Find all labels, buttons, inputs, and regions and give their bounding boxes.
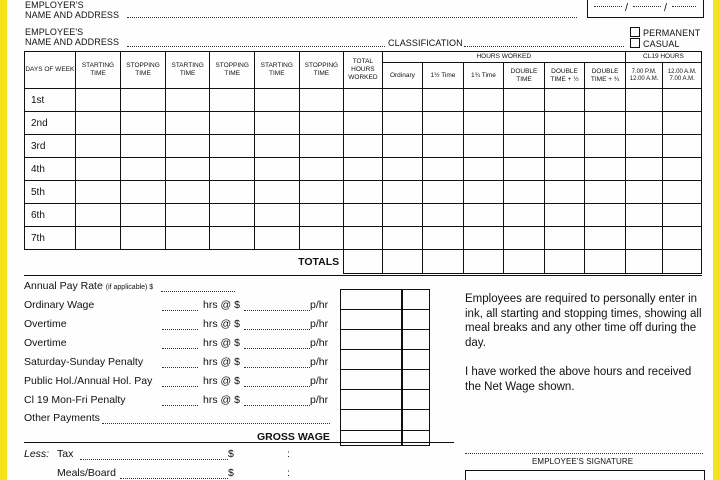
time-entry-cell[interactable]: [585, 89, 626, 112]
time-entry-cell[interactable]: [463, 112, 504, 135]
less-label: Less:: [24, 448, 50, 460]
day-row: [25, 112, 702, 135]
time-entry-cell[interactable]: [423, 227, 464, 250]
totals-cell[interactable]: [344, 250, 383, 274]
gross-wage-label: GROSS WAGE: [257, 431, 330, 443]
totals-cell[interactable]: [423, 250, 464, 274]
time-entry-cell[interactable]: [423, 89, 464, 112]
timesheet-table: [24, 51, 702, 274]
meals-colon: :: [287, 467, 290, 479]
header-time-and-half: [423, 63, 464, 89]
header-double-time-half: [544, 63, 585, 89]
time-entry-cell[interactable]: [299, 135, 344, 158]
pay-item-label: Ordinary Wage: [24, 299, 95, 311]
amount-row-line: [402, 409, 429, 410]
time-entry-cell[interactable]: [504, 158, 545, 181]
header-cl19-night-label: 12.00 A.M. 7.00 A.M.: [667, 68, 697, 82]
time-entry-cell[interactable]: [210, 158, 255, 181]
pay-item-label: Public Hol./Annual Hol. Pay: [24, 375, 153, 387]
time-entry-cell[interactable]: [75, 89, 121, 112]
day-label: 7th: [25, 227, 76, 250]
header-days: [25, 52, 76, 89]
meals-label: Meals/Board: [57, 467, 116, 479]
header-cl19-hours: [625, 52, 701, 63]
time-entry-cell[interactable]: [254, 135, 299, 158]
totals-cell[interactable]: [625, 250, 662, 274]
casual-label: CASUAL: [643, 39, 680, 49]
rate-field[interactable]: [244, 395, 310, 406]
time-entry-cell[interactable]: [463, 227, 504, 250]
time-entry-cell[interactable]: [121, 112, 166, 135]
totals-label: TOTALS: [298, 255, 340, 268]
time-entry-cell[interactable]: [299, 181, 344, 204]
annual-pay-rate-note: (if applicable) $: [105, 284, 154, 291]
header-stopping-label: STOPPING TIME: [215, 62, 249, 77]
employee-name-field[interactable]: [127, 37, 385, 47]
totals-cell[interactable]: [504, 250, 545, 274]
header-starting: [165, 52, 210, 89]
hours-field[interactable]: [162, 300, 198, 311]
time-entry-cell[interactable]: [344, 227, 383, 250]
time-entry-cell[interactable]: [382, 204, 423, 227]
amount-row-line: [340, 369, 401, 370]
amount-row-line: [402, 349, 429, 350]
pay-item-label: Overtime: [24, 337, 67, 349]
header-starting: [75, 52, 121, 89]
time-entry-cell[interactable]: [254, 158, 299, 181]
time-entry-cell[interactable]: [585, 227, 626, 250]
header-days-label: DAYS OF WEEK: [25, 66, 75, 73]
time-entry-cell[interactable]: [544, 227, 585, 250]
header-hours-worked: [382, 52, 625, 63]
totals-cell[interactable]: [585, 250, 626, 274]
signature-field[interactable]: [465, 447, 703, 454]
time-entry-cell[interactable]: [121, 227, 166, 250]
time-entry-cell[interactable]: [210, 204, 255, 227]
classification-label: CLASSIFICATION: [388, 38, 463, 48]
time-entry-cell[interactable]: [625, 89, 662, 112]
amount-row-line: [340, 329, 401, 330]
time-entry-cell[interactable]: [423, 112, 464, 135]
header-double-time-three-quarter: [585, 63, 626, 89]
annual-pay-rate-label: Annual Pay Rate: [24, 280, 103, 292]
annual-pay-rate-line: [24, 280, 153, 294]
time-entry-cell[interactable]: [625, 135, 662, 158]
header-stopping-label: STOPPING TIME: [126, 62, 160, 77]
day-label: 2nd: [25, 112, 76, 135]
tax-dollar: $: [228, 448, 234, 460]
per-hour-label: p/hr: [310, 394, 329, 406]
time-entry-cell[interactable]: [585, 204, 626, 227]
time-entry-cell[interactable]: [544, 89, 585, 112]
time-entry-cell[interactable]: [121, 158, 166, 181]
other-payments-field[interactable]: [102, 413, 330, 424]
signature-label: EMPLOYEE'S SIGNATURE: [532, 457, 634, 466]
header-cl19-hours-label: CL19 HOURS: [643, 53, 684, 60]
time-entry-cell[interactable]: [504, 89, 545, 112]
permanent-label: PERMANENT: [643, 28, 701, 38]
casual-checkbox[interactable]: [630, 38, 640, 48]
totals-row-label-cell: [25, 250, 344, 274]
other-payments-label: Other Payments: [24, 412, 100, 424]
time-entry-cell[interactable]: [625, 181, 662, 204]
header-ordinary-label: Ordinary: [389, 71, 415, 79]
time-entry-cell[interactable]: [75, 112, 121, 135]
header-double-time-label: DOUBLE TIME: [510, 67, 538, 83]
header-ordinary: [382, 63, 423, 89]
day-row: [25, 135, 702, 158]
time-entry-cell[interactable]: [382, 112, 423, 135]
annual-pay-rate-field[interactable]: [161, 281, 235, 292]
header-stopping-label: STOPPING TIME: [304, 62, 339, 77]
date-separator: /: [625, 2, 629, 14]
header-starting-label: STARTING TIME: [81, 62, 115, 77]
header-stopping: [210, 52, 255, 89]
per-hour-label: p/hr: [310, 375, 329, 387]
employer-label-line2: NAME AND ADDRESS: [25, 10, 120, 20]
classification-field[interactable]: [464, 37, 624, 47]
employer-name-field[interactable]: [127, 8, 577, 18]
time-entry-cell[interactable]: [254, 181, 299, 204]
time-entry-cell[interactable]: [663, 204, 702, 227]
amount-row-line: [402, 329, 429, 330]
permanent-checkbox[interactable]: [630, 27, 640, 37]
rate-field[interactable]: [244, 357, 310, 368]
time-entry-cell[interactable]: [210, 89, 255, 112]
header-time-and-three-quarter: [463, 63, 504, 89]
time-entry-cell[interactable]: [463, 135, 504, 158]
time-entry-cell[interactable]: [463, 181, 504, 204]
time-entry-cell[interactable]: [544, 158, 585, 181]
time-entry-cell[interactable]: [254, 112, 299, 135]
amount-row-line: [402, 309, 429, 310]
time-entry-cell[interactable]: [254, 204, 299, 227]
time-entry-cell[interactable]: [121, 204, 166, 227]
time-entry-cell[interactable]: [344, 112, 383, 135]
header-time-and-half-label: 1½ Time: [430, 71, 456, 79]
time-entry-cell[interactable]: [121, 135, 166, 158]
time-entry-cell[interactable]: [663, 181, 702, 204]
date-day-field[interactable]: [594, 6, 622, 7]
time-entry-cell[interactable]: [625, 112, 662, 135]
header-cl19-evening: [625, 63, 662, 89]
header-double-time-half-label: DOUBLE TIME + ½: [550, 67, 579, 83]
rate-field[interactable]: [244, 300, 310, 311]
time-entry-cell[interactable]: [254, 89, 299, 112]
ink-instructions: Employees are required to personally enter in ink, all starting and stopping times, showing all meal breaks and any other time off during the day.: [465, 293, 702, 349]
employee-label-line1: EMPLOYEE'S: [25, 27, 84, 37]
time-entry-cell[interactable]: [504, 181, 545, 204]
day-rows: [25, 89, 702, 250]
tax-field[interactable]: [80, 449, 228, 460]
time-entry-cell[interactable]: [544, 135, 585, 158]
time-entry-cell[interactable]: [423, 204, 464, 227]
header-double-time: [504, 63, 545, 89]
time-entry-cell[interactable]: [504, 227, 545, 250]
header-starting-label: STARTING TIME: [260, 62, 293, 77]
time-entry-cell[interactable]: [504, 204, 545, 227]
net-wage-box[interactable]: [465, 470, 705, 480]
date-separator: /: [664, 2, 668, 14]
totals-cell[interactable]: [382, 250, 423, 274]
time-entry-cell[interactable]: [210, 227, 255, 250]
time-entry-cell[interactable]: [299, 204, 344, 227]
time-entry-cell[interactable]: [299, 89, 344, 112]
header-total-hours: [344, 52, 383, 89]
amount-row-line: [402, 369, 429, 370]
per-hour-label: p/hr: [310, 299, 329, 311]
section-divider: [24, 275, 702, 276]
time-entry-cell[interactable]: [382, 158, 423, 181]
pay-item-label: Overtime: [24, 318, 67, 330]
time-entry-cell[interactable]: [344, 181, 383, 204]
time-entry-cell[interactable]: [344, 135, 383, 158]
time-entry-cell[interactable]: [382, 181, 423, 204]
time-entry-cell[interactable]: [504, 135, 545, 158]
time-entry-cell[interactable]: [121, 89, 166, 112]
time-entry-cell[interactable]: [663, 89, 702, 112]
time-entry-cell[interactable]: [382, 135, 423, 158]
time-entry-cell[interactable]: [165, 227, 210, 250]
day-row: [25, 227, 702, 250]
date-box[interactable]: [587, 0, 704, 18]
time-entry-cell[interactable]: [75, 158, 121, 181]
gross-wage-dollars-box[interactable]: [340, 430, 402, 446]
time-entry-cell[interactable]: [625, 227, 662, 250]
rate-field[interactable]: [244, 338, 310, 349]
header-stopping: [121, 52, 166, 89]
time-entry-cell[interactable]: [585, 158, 626, 181]
time-entry-cell[interactable]: [254, 227, 299, 250]
hours-field[interactable]: [162, 319, 198, 330]
day-row: [25, 89, 702, 112]
time-entry-cell[interactable]: [344, 89, 383, 112]
header-double-time-three-quarter-label: DOUBLE TIME + ¾: [590, 67, 620, 83]
day-label: 1st: [25, 89, 76, 112]
time-entry-cell[interactable]: [210, 135, 255, 158]
time-entry-cell[interactable]: [544, 204, 585, 227]
time-entry-cell[interactable]: [625, 204, 662, 227]
day-label: 5th: [25, 181, 76, 204]
permanent-option[interactable]: [630, 27, 700, 38]
time-entry-cell[interactable]: [210, 181, 255, 204]
rate-field[interactable]: [244, 376, 310, 387]
time-entry-cell[interactable]: [423, 158, 464, 181]
amount-row-line: [340, 309, 401, 310]
hrs-at-label: hrs @ $: [203, 318, 240, 330]
time-entry-cell[interactable]: [344, 204, 383, 227]
time-entry-cell[interactable]: [165, 181, 210, 204]
day-row: [25, 204, 702, 227]
header-stopping: [299, 52, 344, 89]
time-entry-cell[interactable]: [210, 112, 255, 135]
net-wage-declaration: I have worked the above hours and received the Net Wage shown.: [465, 366, 692, 393]
time-entry-cell[interactable]: [165, 89, 210, 112]
time-entry-cell[interactable]: [165, 135, 210, 158]
casual-option[interactable]: [630, 38, 680, 49]
timesheet-form: [7, 0, 713, 480]
employee-label-line2: NAME AND ADDRESS: [25, 37, 120, 47]
header-hours-worked-label: HOURS WORKED: [476, 53, 532, 60]
time-entry-cell[interactable]: [165, 158, 210, 181]
header-total-hours-label: TOTAL HOURS WORKED: [348, 58, 378, 81]
day-label: 6th: [25, 204, 76, 227]
time-entry-cell[interactable]: [663, 112, 702, 135]
time-entry-cell[interactable]: [544, 112, 585, 135]
totals-cell[interactable]: [544, 250, 585, 274]
amount-row-line: [340, 409, 401, 410]
pay-item-label: Cl 19 Mon-Fri Penalty: [24, 394, 126, 406]
time-entry-cell[interactable]: [663, 158, 702, 181]
time-entry-cell[interactable]: [382, 89, 423, 112]
header-cl19-night: [663, 63, 702, 89]
time-entry-cell[interactable]: [625, 158, 662, 181]
time-entry-cell[interactable]: [75, 135, 121, 158]
header-time-and-three-quarter-label: 1¾ Time: [471, 71, 496, 79]
time-entry-cell[interactable]: [299, 227, 344, 250]
amount-row-line: [340, 349, 401, 350]
header-starting: [254, 52, 299, 89]
time-entry-cell[interactable]: [75, 204, 121, 227]
hrs-at-label: hrs @ $: [203, 337, 240, 349]
time-entry-cell[interactable]: [663, 227, 702, 250]
time-entry-cell[interactable]: [299, 112, 344, 135]
time-entry-cell[interactable]: [585, 112, 626, 135]
employee-label: [25, 27, 119, 47]
day-label: 3rd: [25, 135, 76, 158]
time-entry-cell[interactable]: [75, 181, 121, 204]
header-starting-label: STARTING TIME: [171, 62, 204, 77]
per-hour-label: p/hr: [310, 356, 329, 368]
per-hour-label: p/hr: [310, 337, 329, 349]
amount-row-line: [340, 389, 401, 390]
hours-field[interactable]: [162, 357, 198, 368]
day-label: 4th: [25, 158, 76, 181]
time-entry-cell[interactable]: [663, 135, 702, 158]
date-month-field[interactable]: [633, 6, 661, 7]
time-entry-cell[interactable]: [121, 181, 166, 204]
time-entry-cell[interactable]: [585, 181, 626, 204]
gross-wage-cents-box[interactable]: [402, 430, 430, 446]
time-entry-cell[interactable]: [165, 204, 210, 227]
hours-field[interactable]: [162, 376, 198, 387]
per-hour-label: p/hr: [310, 318, 329, 330]
time-entry-cell[interactable]: [75, 227, 121, 250]
hrs-at-label: hrs @ $: [203, 375, 240, 387]
time-entry-cell[interactable]: [423, 135, 464, 158]
rate-field[interactable]: [244, 319, 310, 330]
totals-cell[interactable]: [663, 250, 702, 274]
hours-field[interactable]: [162, 395, 198, 406]
amount-row-line: [402, 389, 429, 390]
meals-dollar: $: [228, 467, 234, 479]
hrs-at-label: hrs @ $: [203, 394, 240, 406]
tax-label: Tax: [57, 448, 74, 460]
time-entry-cell[interactable]: [299, 158, 344, 181]
time-entry-cell[interactable]: [585, 135, 626, 158]
day-row: [25, 158, 702, 181]
time-entry-cell[interactable]: [544, 181, 585, 204]
time-entry-cell[interactable]: [504, 112, 545, 135]
hours-field[interactable]: [162, 338, 198, 349]
day-row: [25, 181, 702, 204]
header-cl19-evening-label: 7.00 P.M. 12.00 A.M.: [629, 68, 659, 82]
hrs-at-label: hrs @ $: [203, 299, 240, 311]
meals-field[interactable]: [120, 468, 228, 479]
time-entry-cell[interactable]: [463, 204, 504, 227]
time-entry-cell[interactable]: [463, 89, 504, 112]
time-entry-cell[interactable]: [423, 181, 464, 204]
time-entry-cell[interactable]: [165, 112, 210, 135]
time-entry-cell[interactable]: [344, 158, 383, 181]
time-entry-cell[interactable]: [463, 158, 504, 181]
date-year-field[interactable]: [672, 6, 696, 7]
employer-label-line1: EMPLOYER'S: [25, 0, 84, 10]
time-entry-cell[interactable]: [382, 227, 423, 250]
employer-label: [25, 0, 119, 20]
pay-item-label: Saturday-Sunday Penalty: [24, 356, 144, 368]
hrs-at-label: hrs @ $: [203, 356, 240, 368]
tax-colon: :: [287, 448, 290, 460]
totals-cell[interactable]: [463, 250, 504, 274]
